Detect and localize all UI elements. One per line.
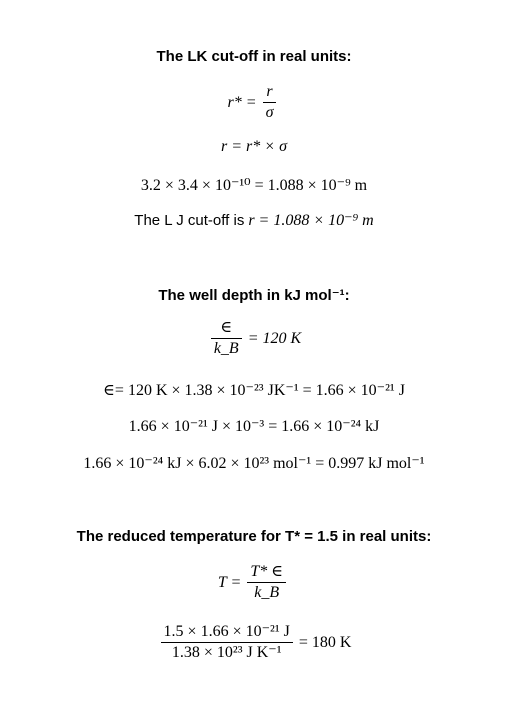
eq-lhs: r* = [227, 93, 257, 111]
denominator: k_B [213, 340, 239, 357]
fraction [263, 82, 277, 123]
eq-lhs: T = [217, 573, 242, 591]
heading-lk-cutoff: The LK cut-off in real units: [156, 48, 352, 65]
cutoff-text: The L J cut-off is [134, 212, 245, 229]
heading-reduced-temperature: The reduced temperature for T* = 1.5 in real units: [76, 528, 432, 545]
numerator: r [263, 82, 277, 103]
equation-temperature-value [0, 622, 508, 663]
equation-temperature [0, 562, 508, 603]
equation-lj-cutoff [0, 210, 508, 230]
denominator: k_B [254, 584, 280, 601]
denominator: 1.38 × 10²³ J K⁻¹ [171, 644, 282, 661]
equation-cutoff-value: 3.2 × 3.4 × 10⁻¹⁰ = 1.088 × 10⁻⁹ m [140, 177, 368, 194]
fraction [247, 562, 286, 603]
numerator: 1.5 × 1.66 × 10⁻²¹ J [161, 622, 293, 643]
fraction [161, 622, 293, 663]
numerator: T* ∈ [247, 562, 286, 583]
denominator: σ [265, 104, 274, 121]
equation-epsilon-per-mol: 1.66 × 10⁻²⁴ kJ × 6.02 × 10²³ mol⁻¹ = 0.997 kJ mol⁻¹ [83, 455, 425, 472]
eq-rhs: = 180 K [298, 633, 352, 651]
numerator: ∈ [211, 318, 242, 339]
equation-epsilon-kilojoules: 1.66 × 10⁻²¹ J × 10⁻³ = 1.66 × 10⁻²⁴ kJ [128, 418, 380, 435]
heading-well-depth: The well depth in kJ mol⁻¹: [158, 287, 350, 304]
cutoff-math: r = 1.088 × 10⁻⁹ m [248, 212, 374, 229]
equation-epsilon-over-kb [0, 318, 508, 359]
equation-r-product: r = r* × σ [221, 138, 287, 155]
fraction [211, 318, 242, 359]
equation-epsilon-joules: ∈= 120 K × 1.38 × 10⁻²³ JK⁻¹ = 1.66 × 10⁻²¹ J [103, 382, 405, 399]
equation-reduced-r [0, 82, 508, 123]
eq-rhs: = 120 K [247, 329, 302, 347]
